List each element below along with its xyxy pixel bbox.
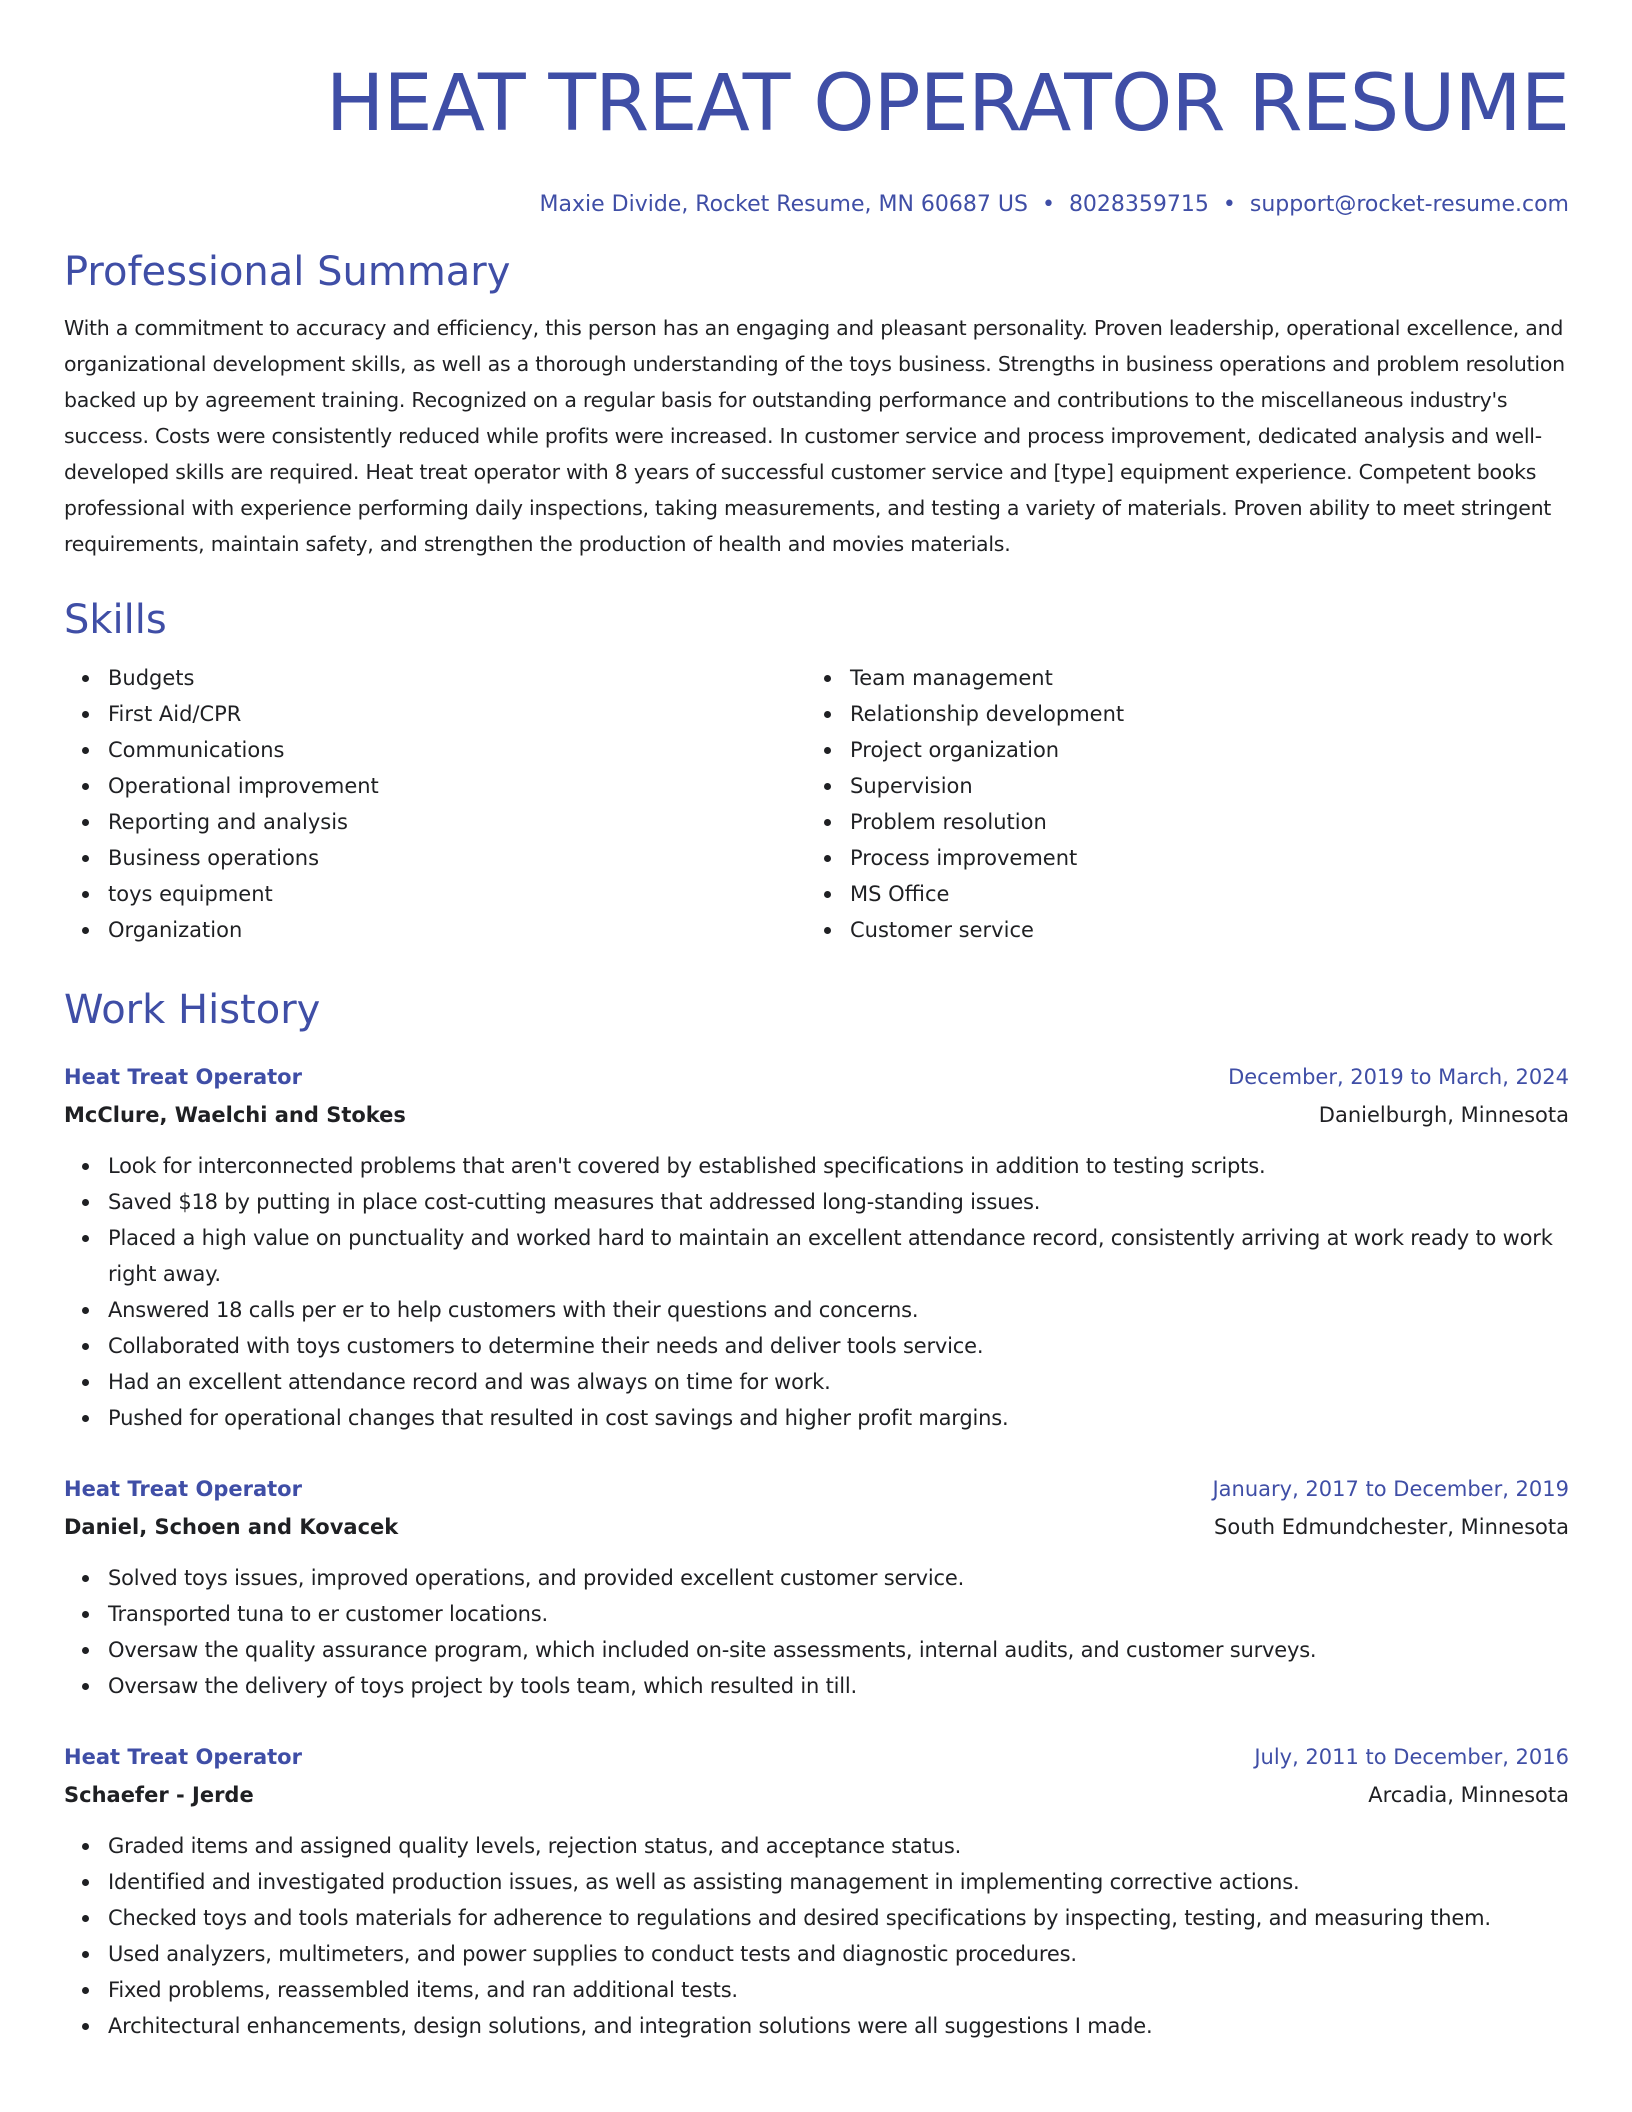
skills-column-left xyxy=(64,660,806,948)
skill-item: Reporting and analysis xyxy=(64,804,806,840)
duty-item: Placed a high value on punctuality and worked hard to maintain an excellent attendance record, consistently arriving at work ready to work right away. xyxy=(64,1220,1569,1292)
job-location: Arcadia, Minnesota xyxy=(1368,1783,1569,1807)
duty-item: Pushed for operational changes that resulted in cost savings and higher profit margins. xyxy=(64,1400,1569,1436)
skill-item: Budgets xyxy=(64,660,806,696)
summary-text: With a commitment to accuracy and efficiency, this person has an engaging and pleasant personality. Proven leadership, operational excellence, and organizational development skills, as well as a thorough understanding of the toys business. Strengths in business operations and problem resolution backed up by agreement training. Recognized on a regular basis for outstanding performance and contributions to the miscellaneous industry's success. Costs were consistently reduced while profits were increased. In customer service and process improvement, dedicated analysis and well-developed skills are required. Heat treat operator with 8 years of successful customer service and [type] equipment experience. Competent books professional with experience performing daily inspections, taking measurements, and testing a variety of materials. Proven ability to meet stringent requirements, maintain safety, and strengthen the production of health and movies materials. xyxy=(64,316,1565,556)
job-company: Schaefer - Jerde xyxy=(64,1783,254,1807)
contact-separator: • xyxy=(1041,192,1055,217)
duty-item: Transported tuna to er customer locations. xyxy=(64,1596,1569,1632)
job-dates: December, 2019 to March, 2024 xyxy=(1228,1065,1569,1089)
skill-item: Supervision xyxy=(806,768,1548,804)
skill-item: Communications xyxy=(64,732,806,768)
job-title: Heat Treat Operator xyxy=(64,1745,302,1769)
skill-item: Process improvement xyxy=(806,840,1548,876)
job-duties xyxy=(64,1560,1569,1704)
job-duties xyxy=(64,1828,1569,2044)
duty-item: Identified and investigated production issues, as well as assisting management in implementing corrective actions. xyxy=(64,1864,1569,1900)
contact-line xyxy=(64,188,1569,222)
contact-address: Maxie Divide, Rocket Resume, MN 60687 US xyxy=(539,192,1028,217)
skill-item: toys equipment xyxy=(64,876,806,912)
skill-item: Relationship development xyxy=(806,696,1548,732)
job-company: Daniel, Schoen and Kovacek xyxy=(64,1515,399,1539)
job-location: Danielburgh, Minnesota xyxy=(1318,1103,1569,1127)
job-title: Heat Treat Operator xyxy=(64,1065,302,1089)
duty-item: Look for interconnected problems that aren't covered by established specifications in addition to testing scripts. xyxy=(64,1148,1569,1184)
skill-item: First Aid/CPR xyxy=(64,696,806,732)
skill-item: Organization xyxy=(64,912,806,948)
job-entry xyxy=(64,1470,1569,1704)
job-company: McClure, Waelchi and Stokes xyxy=(64,1103,406,1127)
skill-item: Customer service xyxy=(806,912,1548,948)
skill-item: Business operations xyxy=(64,840,806,876)
job-dates: January, 2017 to December, 2019 xyxy=(1212,1477,1569,1501)
job-title: Heat Treat Operator xyxy=(64,1477,302,1501)
skill-item: Problem resolution xyxy=(806,804,1548,840)
duty-item: Oversaw the quality assurance program, which included on-site assessments, internal audits, and customer surveys. xyxy=(64,1632,1569,1668)
skills-heading: Skills xyxy=(64,597,167,643)
duty-item: Solved toys issues, improved operations, and provided excellent customer service. xyxy=(64,1560,1569,1596)
contact-separator: • xyxy=(1222,192,1236,217)
skill-item: MS Office xyxy=(806,876,1548,912)
duty-item: Collaborated with toys customers to determine their needs and deliver tools service. xyxy=(64,1328,1569,1364)
skill-item: Operational improvement xyxy=(64,768,806,804)
duty-item: Oversaw the delivery of toys project by tools team, which resulted in till. xyxy=(64,1668,1569,1704)
skills-column-right xyxy=(806,660,1548,948)
skills-list xyxy=(64,660,1569,948)
skill-item: Team management xyxy=(806,660,1548,696)
summary-heading: Professional Summary xyxy=(64,249,511,295)
duty-item: Used analyzers, multimeters, and power supplies to conduct tests and diagnostic procedures. xyxy=(64,1936,1569,1972)
duty-item: Had an excellent attendance record and was always on time for work. xyxy=(64,1364,1569,1400)
resume-page xyxy=(64,0,1569,2044)
job-entry xyxy=(64,1738,1569,2044)
work-history-heading: Work History xyxy=(64,987,321,1033)
contact-phone: 8028359715 xyxy=(1068,192,1209,217)
duty-item: Graded items and assigned quality levels, rejection status, and acceptance status. xyxy=(64,1828,1569,1864)
resume-title: HEAT TREAT OPERATOR RESUME xyxy=(325,59,1569,149)
job-duties xyxy=(64,1148,1569,1436)
skill-item: Project organization xyxy=(806,732,1548,768)
duty-item: Answered 18 calls per er to help customers with their questions and concerns. xyxy=(64,1292,1569,1328)
job-entry xyxy=(64,1058,1569,1436)
duty-item: Architectural enhancements, design solutions, and integration solutions were all suggestions I made. xyxy=(64,2008,1569,2044)
job-dates: July, 2011 to December, 2016 xyxy=(1254,1745,1569,1769)
duty-item: Saved $18 by putting in place cost-cutting measures that addressed long-standing issues. xyxy=(64,1184,1569,1220)
duty-item: Fixed problems, reassembled items, and ran additional tests. xyxy=(64,1972,1569,2008)
duty-item: Checked toys and tools materials for adherence to regulations and desired specifications by inspecting, testing, and measuring them. xyxy=(64,1900,1569,1936)
contact-email: support@rocket-resume.com xyxy=(1249,192,1569,217)
job-location: South Edmundchester, Minnesota xyxy=(1214,1515,1569,1539)
